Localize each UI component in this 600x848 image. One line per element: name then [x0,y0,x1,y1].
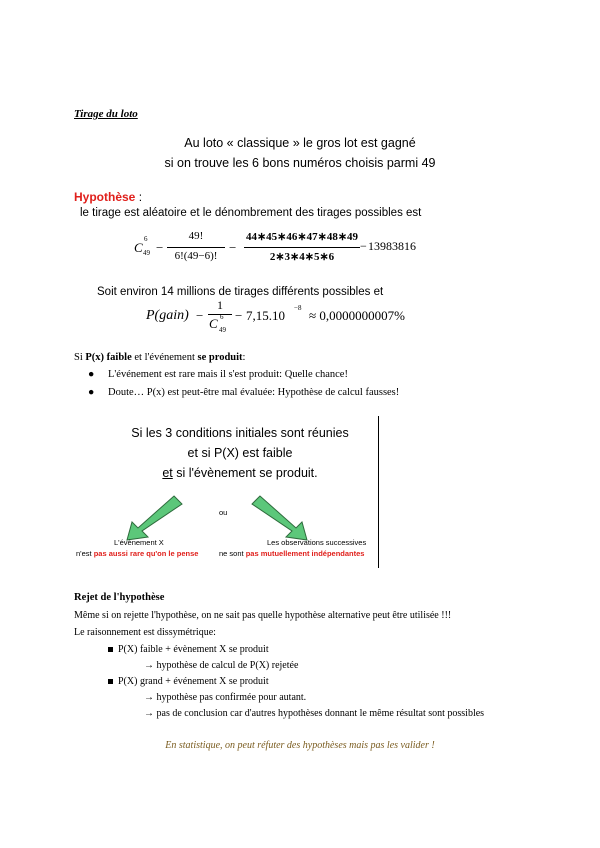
bullet-text: L'événement est rare mais il s'est produit: Quelle chance! [108,369,348,380]
si-word: Si [74,352,86,363]
product-numerator: 44∗45∗46∗47∗48∗49 [245,231,359,243]
rejet-title: Rejet de l'hypothèse [74,592,165,603]
soit-text: Soit environ 14 millions de tirages différents possibles et [97,286,384,298]
square-bullet-icon [108,679,113,684]
square-bullet-icon [108,647,113,652]
probability-lhs: P(gain) [146,308,189,323]
probability-den-sup: 6 [220,313,224,321]
left-arrow-icon [127,496,182,540]
si-colon: : [242,352,246,363]
hypothesis-heading [74,190,142,204]
hypothesis-colon: : [135,190,143,204]
bullet-text: Doute… P(x) est peut-être mal évaluée: Hypothèse de calcul fausses! [108,387,400,398]
px-faible: P(x) faible [85,352,132,363]
conditions-diagram [76,416,380,568]
rejet-item-1-sub: → hypothèse de calcul de P(X) rejetée [144,660,299,671]
left-outcome-pre: n'est [76,549,94,558]
c-subscript: 49 [143,249,150,257]
probability-value: 7,15.10 [246,308,285,323]
ou-label: ou [219,508,228,517]
et-underlined: et [162,466,173,480]
conditions-line-3-rest: si l'évènement se produit. [172,466,318,480]
conditions-line-1: Si les 3 conditions initiales sont réunies [131,426,349,440]
probability-den-c: C [209,316,218,331]
hypothesis-text: le tirage est aléatoire et le dénombrement des tirages possibles est [80,207,422,219]
si-line [74,352,245,363]
right-outcome-red: pas mutuellement indépendantes [245,549,365,558]
intro-line-2: si on trouve les 6 bons numéros choisis parmi 49 [164,156,436,170]
rejet-item-2 [118,676,269,687]
probability-formula: P(gain) − 1 C 6 49 − 7,15.10 −8 ≈ 0,0000000007% [146,298,405,334]
diagram-border [378,416,379,568]
right-arrow-icon [252,496,307,540]
rejet-item-1-text: P(X) faible + évènement X se produit [118,644,269,655]
rejet-paragraph-2: Le raisonnement est dissymétrique: [74,627,216,638]
combination-result: 13983816 [368,239,416,253]
se-produit: se produit [197,352,243,363]
bullet-item: ● L'événement est rare mais il s'est produit: Quelle chance! [88,369,348,380]
probability-exponent: −8 [294,304,302,312]
product-denominator: 2∗3∗4∗5∗6 [269,251,335,263]
bullet-item: ● Doute… P(x) est peut-être mal évaluée: Hypothèse de calcul fausses! [88,387,400,398]
left-outcome-red: pas aussi rare qu'on le pense [93,549,199,558]
rejet-item-2-sub-1: → hypothèse pas confirmée pour autant. [144,692,307,703]
rejet-item-2-sub-2: → pas de conclusion car d'autres hypothèses donnant le même résultat sont possibles [144,708,485,719]
probability-den-sub: 49 [219,326,226,334]
c-superscript: 6 [144,235,148,243]
combination-formula: C 6 49 − 49! 6!(49−6)! − 44∗45∗46∗47∗48∗49 2∗3∗4∗5∗6 − 13983816 [134,230,416,263]
right-outcome-pre: ne sont [219,549,246,558]
intro-line-1: Au loto « classique » le gros lot est gagné [184,136,416,150]
et-evenement: et l'événement [131,352,198,363]
conclusion: En statistique, on peut réfuter des hypothèses mais pas les valider ! [165,740,435,751]
hypothesis-label: Hypothèse [74,190,136,204]
left-outcome-bottom [76,549,198,558]
fact-denominator: 6!(49−6)! [174,250,218,262]
fact-numerator: 49! [188,230,204,242]
rejet-item-2-text: P(X) grand + événement X se produit [118,676,269,687]
rejet-item-1 [118,644,269,655]
left-outcome-top: L'évènement X [114,538,164,547]
probability-numerator: 1 [217,298,223,312]
right-outcome-top: Les observations successives [267,538,367,547]
page-title: Tirage du loto [74,108,138,120]
right-outcome-bottom [219,549,364,558]
probability-approx: ≈ 0,0000000007% [309,308,405,323]
rejet-paragraph-1: Même si on rejette l'hypothèse, on ne sait pas quelle hypothèse alternative peut être utilisée !!! [74,610,452,621]
conditions-line-2: et si P(X) est faible [187,446,293,460]
